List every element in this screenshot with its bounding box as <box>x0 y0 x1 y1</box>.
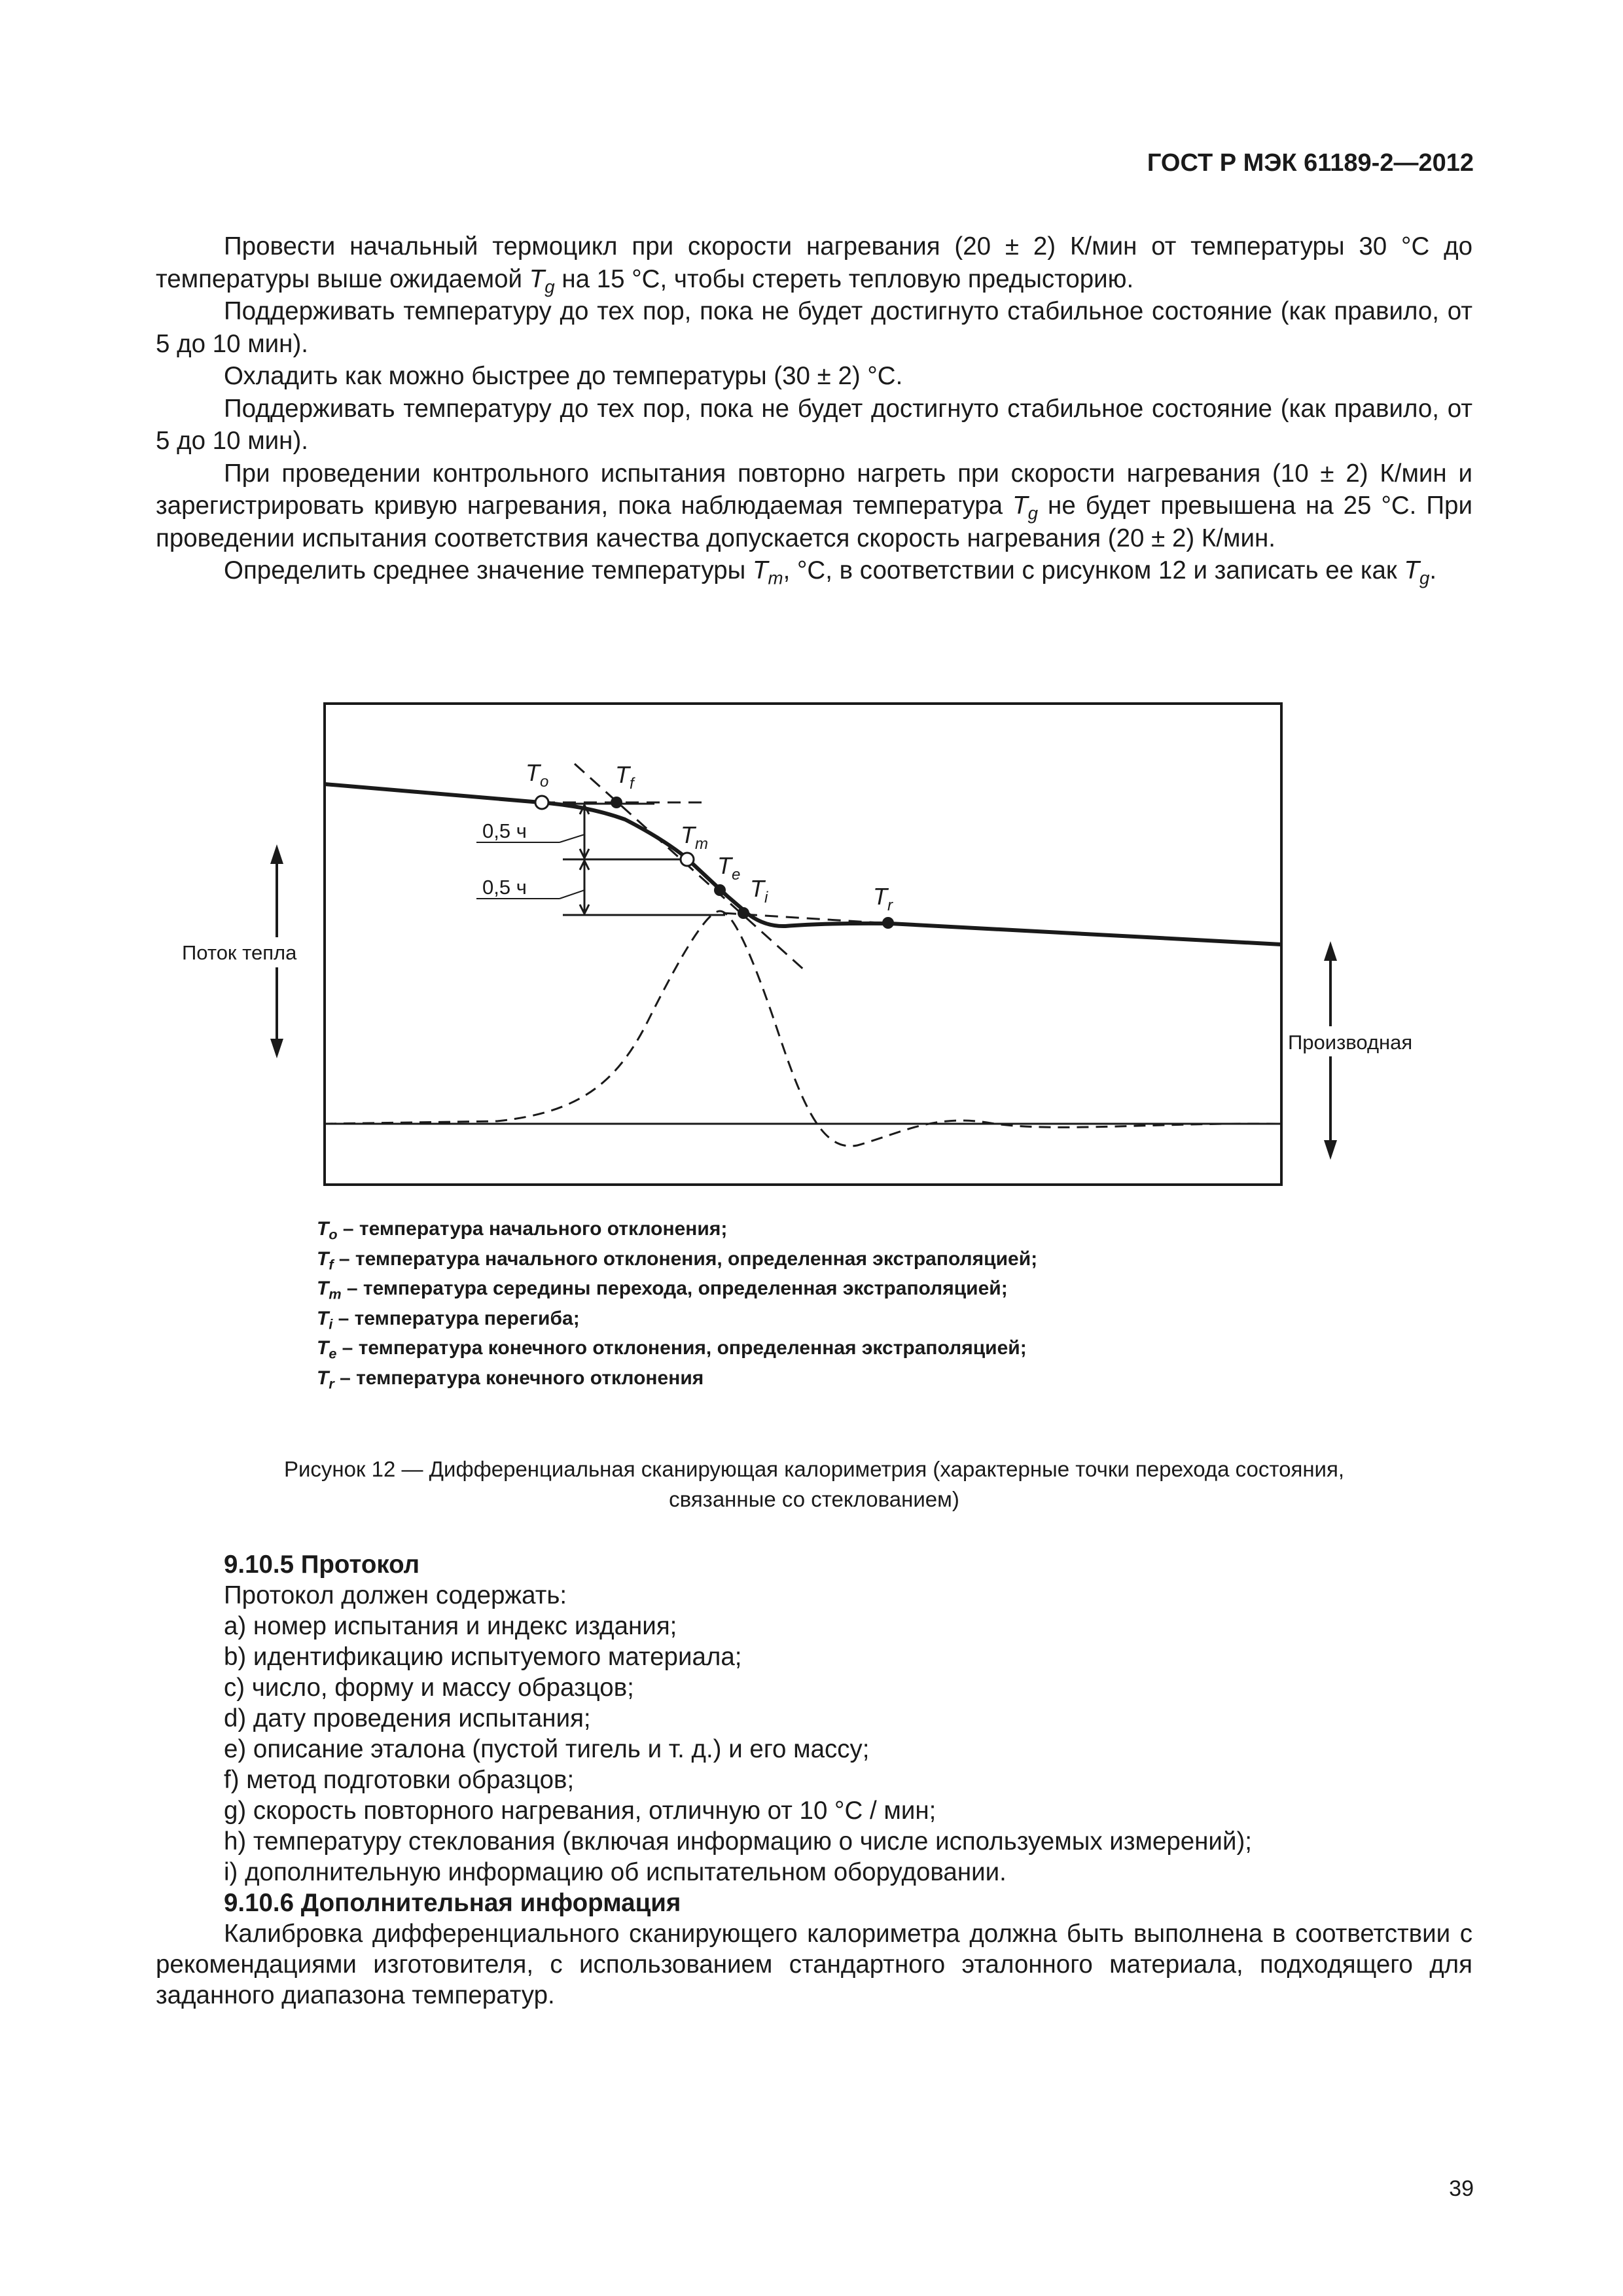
document-code: ГОСТ Р МЭК 61189-2—2012 <box>1147 149 1474 177</box>
point-ti-marker <box>738 907 749 919</box>
point-tf-label: $T_f$ <box>615 761 634 793</box>
paragraph-5: При проведении контрольного испытания повторно нагреть при скорости нагревания (10 ± 2) К/мин и зарегистрировать кривую нагревания, пока наблюдаемая температура $T_g$ не будет превышена на 25 °С. При проведении испытания соответствия качества допускается скорость нагревания (20 ± 2) К/мин. <box>156 459 1472 552</box>
point-te-label: $T_e$ <box>717 852 741 884</box>
legend-item-to: $T_o$ – температура начального отклонения; <box>317 1218 728 1243</box>
heat-flow-arrow-down-icon <box>270 1039 283 1058</box>
inflection-tangent-line <box>575 764 805 971</box>
legend-item-tr: $T_r$ – температура конечного отклонения <box>317 1367 704 1391</box>
paragraph-6: Определить среднее значение температуры $T_m$, °С, в соответствии с рисунком 12 и записать ее как $T_g$. <box>224 556 1437 588</box>
legend-item-tf: $T_f$ – температура начального отклонения, определенная экстраполяцией; <box>317 1247 1038 1272</box>
protocol-item-g: g) скорость повторного нагревания, отличную от 10 °С / мин; <box>224 1797 936 1825</box>
derivative-arrow-down-icon <box>1324 1140 1337 1160</box>
protocol-item-f: f) метод подготовки образцов; <box>224 1766 575 1794</box>
caption-line-1: Рисунок 12 — Дифференциальная сканирующая калориметрия (характерные точки перехода состояния, <box>283 1457 1345 1481</box>
protocol-item-b: b) идентификацию испытуемого материала; <box>224 1643 742 1671</box>
derivative-curve <box>325 911 1281 1146</box>
figure-legend <box>317 1214 1037 1393</box>
protocol-item-c: c) число, форму и массу образцов; <box>224 1674 634 1702</box>
paragraph-3: Охладить как можно быстрее до температуры (30 ± 2) °С. <box>224 362 903 390</box>
protocol-item-d: d) дату проведения испытания; <box>224 1704 591 1732</box>
section-heading-additional-info: 9.10.6 Дополнительная информация <box>224 1889 681 1917</box>
point-to-marker <box>535 796 548 809</box>
heat-flow-curve <box>325 784 1281 944</box>
heat-flow-arrow-up-icon <box>270 844 283 864</box>
point-tm-marker <box>681 853 694 866</box>
protocol-item-i: i) дополнительную информацию об испытательном оборудовании. <box>224 1858 1007 1886</box>
derivative-axis-label: Производная <box>1288 1031 1413 1054</box>
legend-item-te: $T_e$ – температура конечного отклонения, определенная экстраполяцией; <box>317 1337 1027 1362</box>
heat-flow-axis-label: Поток тепла <box>182 941 297 964</box>
section-heading-protocol: 9.10.5 Протокол <box>224 1551 420 1579</box>
point-tr-marker <box>882 917 894 929</box>
protocol-intro: Протокол должен содержать: <box>224 1581 567 1609</box>
paragraph-1: Провести начальный термоцикл при скорости нагревания (20 ± 2) К/мин от температуры 30 °С до температуры выше ожидаемой $T_g$ на 15 °С, чтобы стереть тепловую предысторию. <box>156 232 1472 296</box>
dimension-leader-1-diag <box>560 834 584 842</box>
figure-caption <box>156 1454 1472 1515</box>
protocol-item-e: e) описание эталона (пустой тигель и т. д.) и его массу; <box>224 1735 870 1763</box>
point-tr-label: $T_r$ <box>873 883 893 914</box>
dimension-label-1: 0,5 ч <box>482 819 527 842</box>
additional-info-paragraph: Калибровка дифференциального сканирующего калориметра должна быть выполнена в соответствии с рекомендациями изготовителя, с использованием стандартного эталонного материала, подходящего для заданного диапазона температур. <box>156 1920 1472 2009</box>
point-tf-marker <box>611 797 622 808</box>
paragraph-4: Поддерживать температуру до тех пор, пока не будет достигнуто стабильное состояние (как правило, от 5 до 10 мин). <box>156 394 1472 455</box>
point-to-label: $T_o$ <box>526 759 549 791</box>
legend-item-ti: $T_i$ – температура перегиба; <box>317 1307 580 1332</box>
page-number: 39 <box>1449 2176 1474 2201</box>
paragraph-2: Поддерживать температуру до тех пор, пока не будет достигнуто стабильное состояние (как правило, от 5 до 10 мин). <box>156 297 1472 358</box>
point-te-marker <box>714 884 726 896</box>
derivative-arrow-up-icon <box>1324 941 1337 961</box>
caption-line-2: связанные со стеклованием) <box>669 1487 959 1511</box>
figure-frame <box>325 704 1281 1185</box>
dimension-leader-2-diag <box>560 890 584 899</box>
point-tm-label: $T_m$ <box>681 821 708 853</box>
point-ti-label: $T_i$ <box>750 875 768 906</box>
section-protocol <box>156 1549 1472 2011</box>
protocol-item-a: а) номер испытания и индекс издания; <box>224 1612 677 1640</box>
dimension-label-2: 0,5 ч <box>482 876 527 899</box>
protocol-item-h: h) температуру стеклования (включая информацию о числе используемых измерений); <box>224 1827 1252 1856</box>
legend-item-tm: $T_m$ – температура середины перехода, определенная экстраполяцией; <box>317 1278 1008 1302</box>
